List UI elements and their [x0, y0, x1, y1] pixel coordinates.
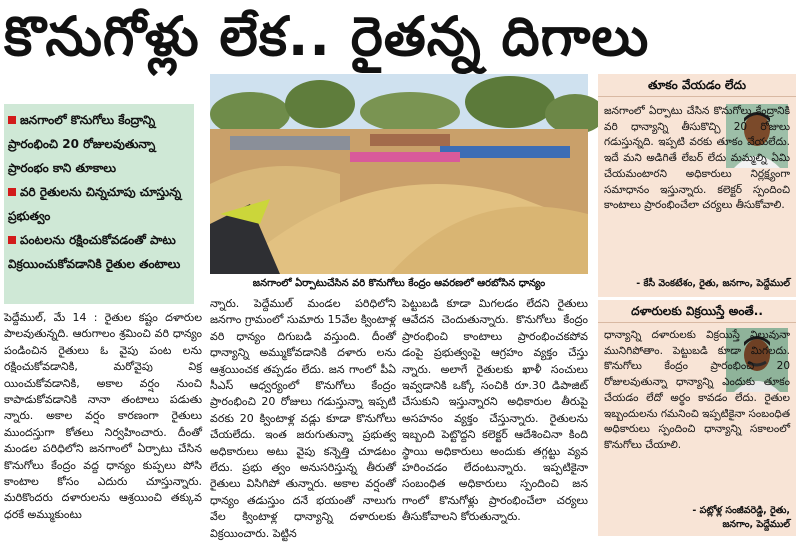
- highlight-text: వరి రైతులను చిన్నచూపు చూస్తున్న ప్రభుత్వం: [8, 185, 182, 223]
- farmer-quote-box-1: [598, 74, 796, 297]
- bullet-marker-icon: [8, 236, 16, 244]
- bullet-marker-icon: [8, 188, 16, 196]
- quote-signature: - కేసీ వెంకటేశం, రైతు, జనగాం, పెద్దేముల్: [636, 278, 790, 289]
- quote-text: ధాన్యాన్ని దళారులకు విక్రయిస్తే నిలువునా మునిగిపోతాం. పెట్టుబడి కూడా మిగలదు. కొనుగోలు కేంద్రం ప్రారంభించి 20 రోజులవుతున్నా ధాన్యాన్ని ఎందుకు తూకం చేయడం లేదో అర్థం కావడం లేదు. రైతుల ఇబ్బందులను గమనించి ఇప్పటికైనా సంబంధిత అధికారులు స్పందించి ధాన్యాన్ని సకాలంలో కొనుగోలు చేయాలి.: [604, 329, 794, 451]
- quote-title: తూకం వేయడం లేదు: [598, 74, 796, 97]
- highlights-box: [4, 104, 194, 304]
- bullet-marker-icon: [8, 116, 16, 124]
- headline: కొనుగోళ్లు లేక.. రైతన్న దిగాలు: [4, 5, 650, 68]
- highlight-text: జనగాంలో కొనుగోలు కేంద్రాన్ని ప్రారంభించి 20 రోజులవుతున్నా ప్రారంభం కాని తూకాలు: [8, 113, 156, 175]
- highlight-item: [4, 228, 194, 276]
- quote-title: దళారులకు విక్రయిస్తే అంతే..: [598, 300, 796, 323]
- highlight-item: [4, 180, 194, 228]
- article-column-2: న్నారు. పెద్దేముల్ మండల పరిధిలోని జనగాం గ్రామంలో సుమారు 15వేల క్వింటాళ్ల వరి ధాన్యం దిగుబడి వస్తుంది. దీంతో ధాన్యాన్ని అమ్ముకోవడానికి దళారు లను ఆశ్రయించక తప్పడం లేదు. జన గాంలో పీఏ సీఎస్ ఆధ్వర్యంలో కొనుగోలు కేంద్రం ప్రారంభించి 20 రోజులు గడుస్తున్నా ఇప్పటి వరకు 20 క్వింటాళ్ల వడ్లు కూడా కొనుగోలు చేయలేదు. ఇంత జరుగుతున్నా ప్రభుత్వ అధికారులు అటు వైపు కన్నెత్తి చూడటం లేదు. ప్రభు త్వం అనుసరిస్తున్న తీరుతో రైతులు విసిగిపో తున్నారు. అకాల వర్షంతో ధాన్యం తడుస్తుం దనే భయంతో నాలుగు వేల క్వింటాళ్ల ధాన్యాన్ని దళారులకు విక్రయించారు. పెట్టిన: [210, 297, 400, 540]
- highlight-text: పంటలను రక్షించుకోవడంతో పాటు విక్రయించుకోవడానికి రైతుల తంటాలు: [8, 233, 181, 271]
- farmer-quote-box-2: [598, 300, 796, 536]
- grain-heap-photo: [210, 74, 588, 274]
- highlight-item: [4, 104, 194, 180]
- article-column-3: పెట్టుబడి కూడా మిగలడం లేదని రైతులు ఆవేదన చెందుతున్నారు. కొనుగోలు కేంద్రం ప్రారంభించి కాంటాలు ప్రారంభించకపోవ డంపై ప్రభుత్వంపై ఆగ్రహం వ్యక్తం చేస్తు న్నారు. అలాగే రైతులకు ఖాళీ సంచులు ఇవ్వడానికి ఒక్కో సంచికి రూ.30 డిపాజిట్ చేసుకుని ఇస్తున్నారని అధికారుల తీరుపై అసహనం వ్యక్తం చేస్తున్నారు. రైతులను ఇబ్బంది పెట్టొద్దని కలెక్టర్ ఆదేశించినా కింది స్థాయి అధికారులు అందుకు తగ్గట్టు వ్యవ హరించడం లేదంటున్నారు. ఇప్పటికైనా సంబంధిత అధికారులు స్పందించి జన గాంలో కొనుగోళ్లు ప్రారంభించేలా చర్యలు తీసుకోవాలని కోరుతున్నారు.: [402, 297, 592, 524]
- photo-caption: జనగాంలో ఏర్పాటుచేసిన వరి కొనుగోలు కేంద్రం ఆవరణలో ఆరబోసిన ధాన్యం: [252, 278, 546, 289]
- quote-signature: - పట్లోళ్ల సంజీవరెడ్డి, రైతు, జనగాం, పెద్దేముల్: [692, 505, 790, 530]
- quote-text: జనగాంలో ఏర్పాటు చేసిన కొనుగోలు కేంద్రానికి వరి ధాన్యాన్ని తీసుకొచ్చి 20 రోజులు గడుస్తున్నది. ఇప్పటి వరకు తూకం వేయలేదు. ఇదే మని అడిగితే లేబర్ లేదు మమ్మల్ని ఏమి చేయమంటారని అధికారులు నిర్లక్ష్యంగా సమాధానం ఇస్తున్నారు. కలెక్టర్ స్పందించి కాంటాలు ప్రారంభించేలా చర్యలు తీసుకోవాలి.: [604, 105, 794, 212]
- article-column-1: పెద్దేముల్, మే 14 : రైతుల కష్టం దళారుల పాలవుతున్నది. ఆరుగాలం శ్రమించి వరి ధాన్యం పండించిన రైతులు ఓ వైపు పంట లను రక్షించుకోవడానికి, మరోవైపు విక్ర యించుకోవడానికి, అకాల వర్షం నుంచి కాపాడుకోవడానికి నానా తంటాలు పడుతు న్నారు. అకాల వర్షం కారణంగా రైతులు ముందస్తుగా కోతలు నిర్వహించారు. దీంతో మండల పరిధిలోని జనగాంలో ఏర్పాటు చేసిన కొనుగోలు కేంద్రం వద్ద ధాన్యం కుప్పలు పోసి కాంటాల కోసం ఎదురు చూస్తున్నారు. మరికొందరు దళారులను ఆశ్రయించి తక్కువ ధరకే అమ్ముకుంటు: [4, 311, 206, 521]
